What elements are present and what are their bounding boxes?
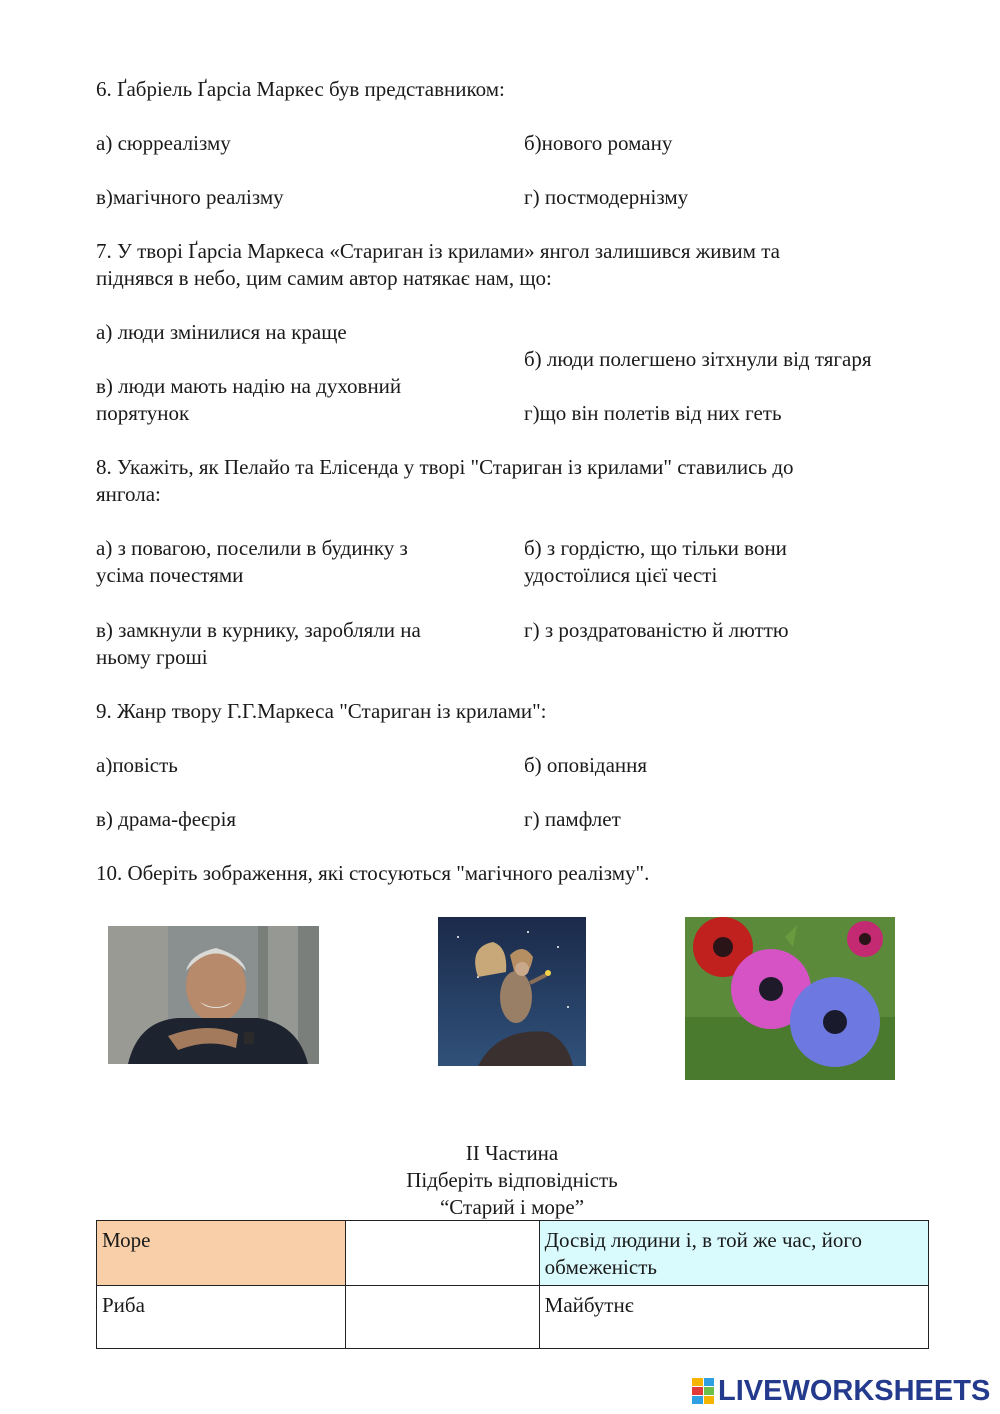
q8-option-b-line1: б) з гордістю, що тільки вони	[524, 536, 787, 560]
question-9: 9. Жанр твору Г.Г.Маркеса "Стариган із крилами":	[96, 699, 547, 723]
q7-option-a[interactable]: а) люди змінилися на краще	[96, 320, 347, 344]
question-6: 6. Ґабріель Ґарсіа Маркес був представником:	[96, 77, 505, 101]
question-8-line2: янгола:	[96, 482, 161, 506]
q8-option-b-line2: удостоїлися цієї честі	[524, 563, 718, 587]
q8-option-a-line1: а) з повагою, поселили в будинку з	[96, 536, 408, 560]
part2-work-title: “Старий і море”	[439, 1195, 585, 1219]
liveworksheets-logo	[692, 1374, 990, 1408]
q7-option-d[interactable]: г)що він полетів від них геть	[524, 401, 782, 425]
answer-cell[interactable]	[345, 1221, 539, 1286]
q8-option-c[interactable]	[96, 617, 476, 671]
liveworksheets-logo-icon	[692, 1378, 714, 1404]
q7-option-c[interactable]	[96, 373, 476, 427]
q6-option-b[interactable]: б)нового роману	[524, 131, 673, 155]
portrait-photo[interactable]	[108, 926, 319, 1064]
q6-option-a[interactable]: а) сюрреалізму	[96, 131, 231, 155]
q8-option-a-line2: усіма почестями	[96, 563, 244, 587]
meaning-cell[interactable]	[539, 1221, 928, 1286]
question-8	[96, 454, 916, 508]
q9-option-b[interactable]: б) оповідання	[524, 753, 648, 777]
part2-subtitle: Підберіть відповідність	[406, 1168, 618, 1192]
q9-option-c[interactable]: в) драма-феєрія	[96, 807, 237, 831]
q8-option-b[interactable]	[524, 535, 944, 589]
q6-option-c[interactable]: в)магічного реалізму	[96, 185, 284, 209]
meaning-line1: Досвід людини і, в той же час, його	[544, 1228, 862, 1252]
question-7	[96, 238, 916, 292]
table-row	[97, 1286, 929, 1349]
question-7-line1: 7. У творі Ґарсіа Маркеса «Стариган із крилами» янгол залишився живим та	[96, 239, 780, 263]
q6-option-d[interactable]: г) постмодернізму	[524, 185, 689, 209]
flowers-photo[interactable]	[685, 917, 895, 1080]
q9-option-d[interactable]: г) памфлет	[524, 807, 621, 831]
q8-option-a[interactable]	[96, 535, 476, 589]
q8-option-c-line1: в) замкнули в курнику, заробляли на	[96, 618, 421, 642]
question-8-line1: 8. Укажіть, як Пелайо та Елісенда у творі "Стариган із крилами" ставились до	[96, 455, 794, 479]
meaning-cell[interactable]	[539, 1286, 928, 1349]
q8-option-d[interactable]: г) з роздратованістю й люттю	[524, 618, 789, 642]
question-7-line2: піднявся в небо, цим самим автор натякає нам, що:	[96, 266, 552, 290]
table-row	[97, 1221, 929, 1286]
question-10: 10. Оберіть зображення, які стосуються "магічного реалізму".	[96, 861, 650, 885]
q8-option-c-line2: ньому гроші	[96, 645, 208, 669]
q7-option-b[interactable]: б) люди полегшено зітхнули від тягаря	[524, 347, 872, 371]
q7-option-c-line2: порятунок	[96, 401, 190, 425]
matching-table	[96, 1220, 929, 1349]
part2-title: ІІ Частина	[465, 1141, 559, 1165]
answer-cell[interactable]	[345, 1286, 539, 1349]
brand-name: LIVEWORKSHEETS	[718, 1374, 991, 1407]
angel-illustration[interactable]	[438, 917, 586, 1066]
q9-option-a[interactable]: а)повість	[96, 753, 178, 777]
meaning-line1: Майбутнє	[544, 1293, 634, 1317]
meaning-line2: обмеженість	[544, 1255, 657, 1279]
term-cell[interactable]: Риба	[97, 1286, 346, 1349]
q7-option-c-line1: в) люди мають надію на духовний	[96, 374, 402, 398]
term-cell[interactable]: Море	[97, 1221, 346, 1286]
